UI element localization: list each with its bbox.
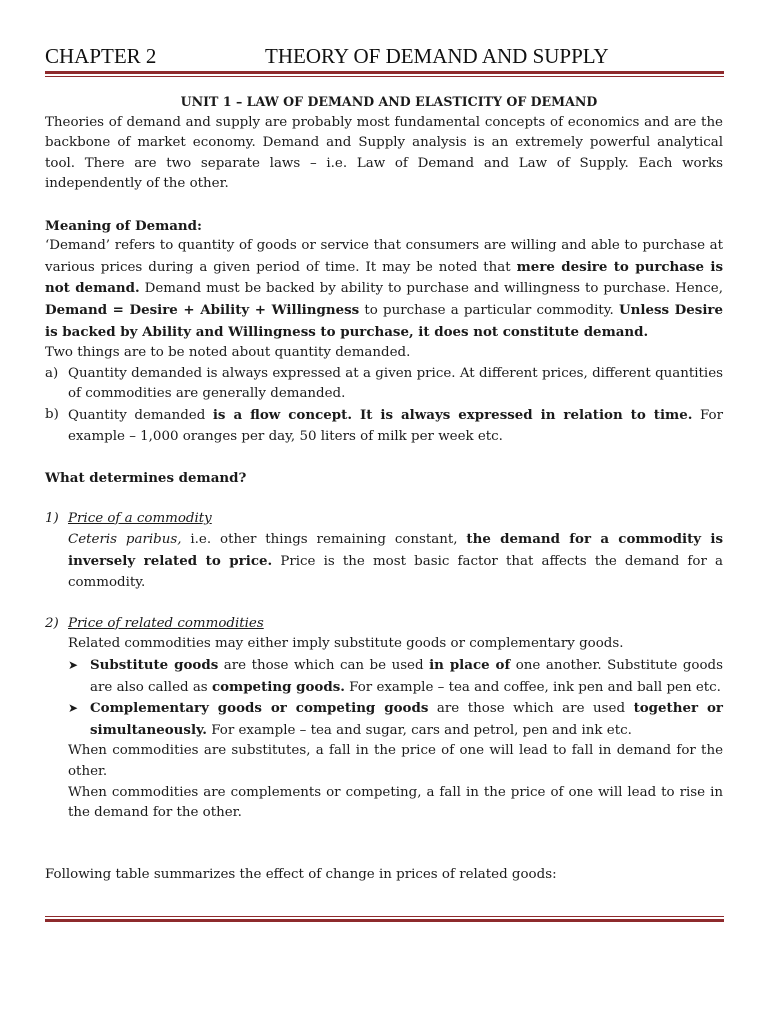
unit-title: UNIT 1 – LAW OF DEMAND AND ELASTICITY OF DEMAND	[180, 94, 598, 109]
list-item: ➤ Complementary goods or competing goods are those which are used together or simultaneously. For example – tea and sugar, cars and petrol, pen and ink etc.	[45, 698, 723, 741]
chapter-title: THEORY OF DEMAND AND SUPPLY	[265, 44, 609, 68]
header-rule	[45, 71, 724, 77]
substitutes-note: When commodities are substitutes, a fall in the price of one will lead to fall in demand for the other.	[68, 743, 723, 779]
complements-note: When commodities are complements or competing, a fall in the price of one will lead to rise in the demand for the other.	[68, 784, 723, 821]
chapter-label: CHAPTER 2	[45, 44, 157, 68]
meaning-heading: Meaning of Demand:	[45, 217, 202, 234]
list-item: a) Quantity demanded is always expressed at a given price. At different prices, different quantities of commodities are generally demanded.	[45, 365, 723, 402]
numbered-item-2: 2) Price of related commodities	[45, 614, 723, 635]
list-item: b) Quantity demanded is a flow concept. It is always expressed in relation to time. For example – 1,000 oranges per day, 50 liters of milk per week etc.	[45, 406, 723, 444]
arrowhead-bullet-icon: ➤	[68, 701, 79, 716]
meaning-paragraph: ‘Demand’ refers to quantity of goods or service that consumers are willing and able to purchase at various prices during a given period of time. It may be noted that mere desire to purchase is not demand. Demand must be backed by ability to purchase and willingness to purchase. Hence, Demand = Desire + Ability + Willingness to purchase a particular commodity. Unless Desire is backed by Ability and Willingness to purchase, it does not constitute demand.	[45, 238, 723, 340]
item-title: Price of a commodity	[68, 510, 212, 526]
item-title: Price of related commodities	[68, 615, 264, 631]
numbered-item-1: 1) Price of a commodity	[45, 509, 723, 530]
price-commodity-paragraph: Ceteris paribus, i.e. other things remaining constant, the demand for a commodity is inversely related to price. Price is the most basic factor that affects the demand for a commodity.	[68, 531, 723, 590]
list-item: ➤ Substitute goods are those which can be used in place of one another. Substitute goods are also called as competing goods. For example – tea and coffee, ink pen and ball pen etc.	[45, 655, 723, 698]
footer-rule	[45, 916, 724, 922]
table-intro: Following table summarizes the effect of change in prices of related goods:	[45, 866, 557, 882]
two-things-line: Two things are to be noted about quantity demanded.	[45, 345, 411, 361]
page-body	[45, 92, 723, 886]
arrowhead-bullet-icon: ➤	[68, 658, 79, 673]
determines-heading: What determines demand?	[45, 469, 247, 486]
related-intro: Related commodities may either imply substitute goods or complementary goods.	[68, 636, 624, 652]
intro-paragraph: Theories of demand and supply are probably most fundamental concepts of economics and are the backbone of market economy. Demand and Supply analysis is an extremely powerful analytical tool. There are two separate laws – i.e. Law of Demand and Law of Supply. Each works independently of the other.	[45, 114, 723, 192]
